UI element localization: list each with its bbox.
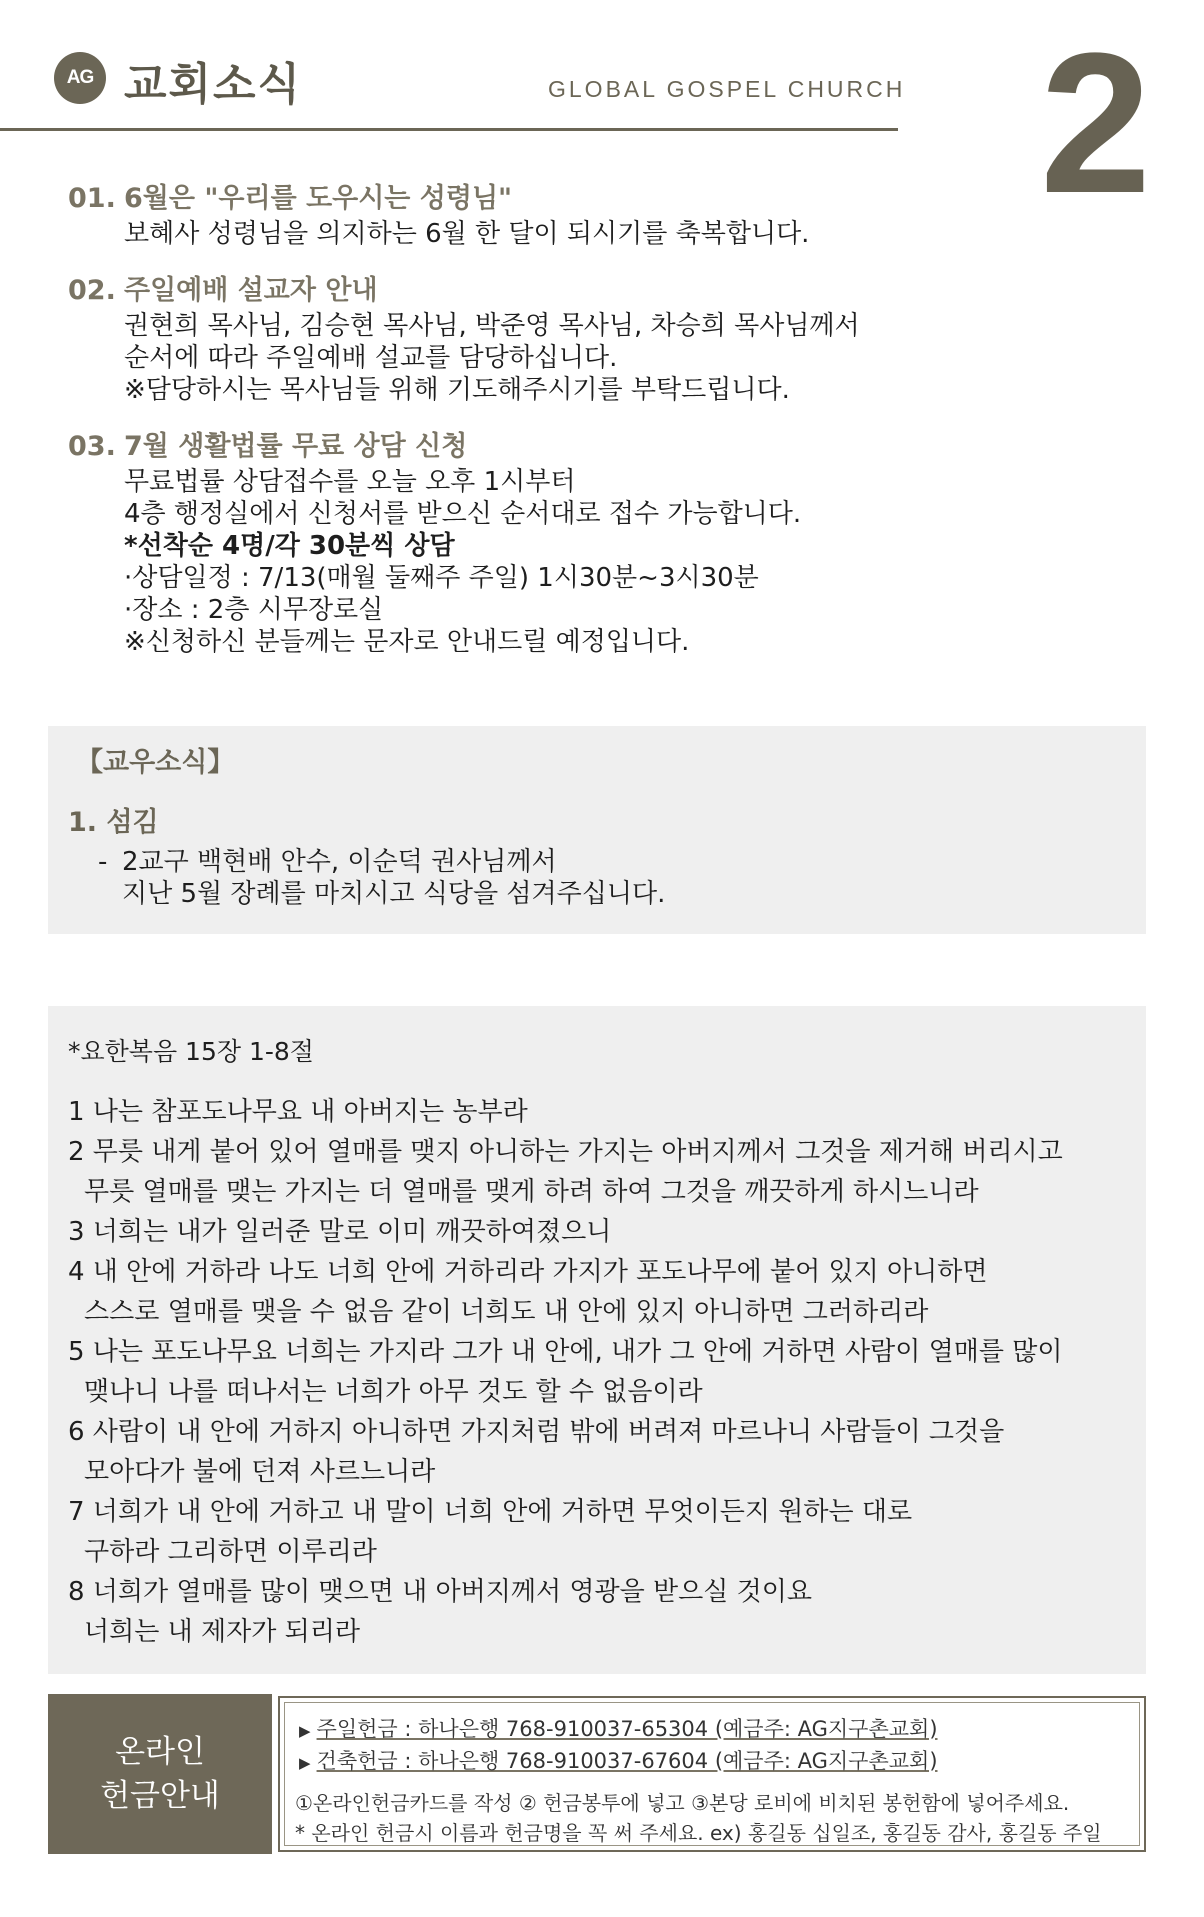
notice-number: 03. bbox=[68, 431, 116, 462]
notice-title bbox=[68, 180, 1068, 218]
verse-line: 7 너희가 내 안에 거하고 내 말이 너희 안에 거하면 무엇이든지 원하는 대로 bbox=[68, 1497, 913, 1527]
verse-line: 1 나는 참포도나무요 내 아버지는 농부라 bbox=[68, 1097, 528, 1127]
online-giving-label bbox=[48, 1694, 272, 1854]
notice-line: 4층 행정실에서 신청서를 받으신 순서대로 접수 가능합니다. bbox=[124, 499, 802, 529]
members-news-heading: 【교우소식】 bbox=[76, 747, 235, 778]
members-news-box bbox=[48, 726, 1146, 934]
giving-account-text: 건축헌금 : 하나은행 768-910037-67604 (예금주: AG지구촌교회) bbox=[316, 1749, 938, 1773]
members-news-body bbox=[98, 846, 665, 910]
verse-line: 8 너희가 열매를 많이 맺으면 내 아버지께서 영광을 받으실 것이요 bbox=[68, 1577, 812, 1607]
notice-line: 순서에 따라 주일예배 설교를 담당하십니다. bbox=[124, 343, 618, 373]
online-giving-info bbox=[278, 1696, 1146, 1852]
page-title: 교회소식 bbox=[124, 59, 303, 110]
list-dash: - bbox=[98, 847, 108, 877]
notice-item bbox=[68, 180, 1068, 250]
verse-continuation: 구하라 그리하면 이루리라 bbox=[84, 1537, 377, 1567]
scripture-verses bbox=[68, 1092, 1063, 1652]
members-news-line: 2교구 백현배 안수, 이순덕 권사님께서 bbox=[122, 847, 557, 877]
notice-title bbox=[68, 272, 1068, 310]
members-news-item-title: 1. 섬김 bbox=[68, 807, 159, 838]
notice-title bbox=[68, 428, 1068, 466]
giving-steps: ①온라인헌금카드를 작성 ② 헌금봉투에 넣고 ③본당 로비에 비치된 봉헌함에 넣어주세요. bbox=[295, 1791, 1070, 1815]
notice-line: 보혜사 성령님을 의지하는 6월 한 달이 되시기를 축복합니다. bbox=[124, 219, 810, 249]
notice-title-text: 주일예배 설교자 안내 bbox=[124, 275, 378, 306]
online-giving-label-line: 온라인 bbox=[115, 1734, 205, 1770]
verse-continuation: 너희는 내 제자가 되리라 bbox=[84, 1617, 360, 1647]
notice-line: 무료법률 상담접수를 오늘 오후 1시부터 bbox=[124, 467, 576, 497]
church-name: GLOBAL GOSPEL CHURCH bbox=[548, 76, 906, 102]
notice-line: ·상담일정 : 7/13(매월 둘째주 주일) 1시30분~3시30분 bbox=[124, 563, 759, 593]
members-news-line: 지난 5월 장례를 마치시고 식당을 섬겨주십니다. bbox=[122, 879, 666, 909]
verse-continuation: 스스로 열매를 맺을 수 없음 같이 너희도 내 안에 있지 아니하면 그러하리라 bbox=[84, 1297, 929, 1327]
scripture-box bbox=[48, 1006, 1146, 1674]
page-number: 2 bbox=[1040, 12, 1152, 235]
church-logo: AG bbox=[54, 52, 106, 104]
verse-line: 6 사람이 내 안에 거하지 아니하면 가지처럼 밖에 버려져 마르나니 사람들이 그것을 bbox=[68, 1417, 1005, 1447]
giving-account-building bbox=[299, 1747, 938, 1777]
notice-title-text: 7월 생활법률 무료 상담 신청 bbox=[124, 431, 468, 462]
notice-line-emphasis: *선착순 4명/각 30분씩 상담 bbox=[124, 531, 455, 561]
verse-continuation: 맺나니 나를 떠나서는 너희가 아무 것도 할 수 없음이라 bbox=[84, 1377, 703, 1407]
verse-line: 3 너희는 내가 일러준 말로 이미 깨끗하여졌으니 bbox=[68, 1217, 612, 1247]
verse-line: 5 나는 포도나무요 너희는 가지라 그가 내 안에, 내가 그 안에 거하면 사람이 열매를 많이 bbox=[68, 1337, 1063, 1367]
verse-line: 2 무릇 내게 붙어 있어 열매를 맺지 아니하는 가지는 아버지께서 그것을 제거해 버리시고 bbox=[68, 1137, 1063, 1167]
notice-number: 01. bbox=[68, 183, 116, 214]
notice-number: 02. bbox=[68, 275, 116, 306]
notice-line: ·장소 : 2층 시무장로실 bbox=[124, 595, 384, 625]
verse-continuation: 무릇 열매를 맺는 가지는 더 열매를 맺게 하려 하여 그것을 깨끗하게 하시느니라 bbox=[84, 1177, 979, 1207]
triangle-right-icon: ▶ bbox=[299, 1754, 311, 1772]
giving-account-text: 주일헌금 : 하나은행 768-910037-65304 (예금주: AG지구촌교회) bbox=[316, 1717, 938, 1741]
notice-line: ※신청하신 분들께는 문자로 안내드릴 예정입니다. bbox=[124, 627, 690, 657]
notice-item bbox=[68, 428, 1068, 658]
online-giving-inner-frame bbox=[284, 1702, 1140, 1846]
notice-title-text: 6월은 "우리를 도우시는 성령님" bbox=[124, 183, 513, 214]
giving-note: * 온라인 헌금시 이름과 헌금명을 꼭 써 주세요. ex) 홍길동 십일조, 홍길동 감사, 홍길동 주일 bbox=[295, 1821, 1102, 1845]
notice-line: ※담당하시는 목사님들 위해 기도해주시기를 부탁드립니다. bbox=[124, 375, 790, 405]
online-giving-label-line: 헌금안내 bbox=[100, 1778, 220, 1814]
triangle-right-icon: ▶ bbox=[299, 1722, 311, 1740]
header-divider bbox=[0, 128, 898, 131]
verse-line: 4 내 안에 거하라 나도 너희 안에 거하리라 가지가 포도나무에 붙어 있지 아니하면 bbox=[68, 1257, 988, 1287]
notice-list bbox=[68, 180, 1068, 680]
notice-item bbox=[68, 272, 1068, 406]
notice-line: 권현희 목사님, 김승현 목사님, 박준영 목사님, 차승희 목사님께서 bbox=[124, 311, 860, 341]
scripture-reference: *요한복음 15장 1-8절 bbox=[68, 1037, 314, 1066]
verse-continuation: 모아다가 불에 던져 사르느니라 bbox=[84, 1457, 436, 1487]
giving-account-sunday bbox=[299, 1715, 938, 1745]
